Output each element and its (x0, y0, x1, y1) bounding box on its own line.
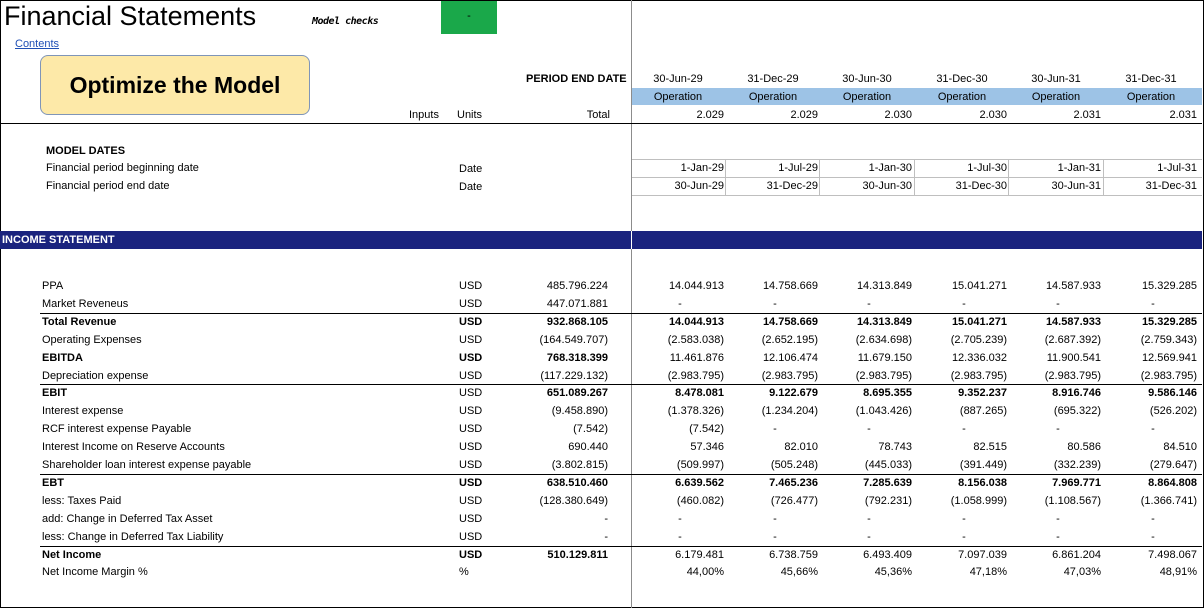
row-total: 485.796.224 (546, 280, 608, 292)
row-value: 6.493.409 (863, 549, 912, 561)
row-value: 15.329.285 (1141, 280, 1197, 292)
row-value: (2.983.795) (855, 370, 912, 382)
row-label: add: Change in Deferred Tax Asset (42, 513, 213, 525)
contents-link[interactable]: Contents (15, 38, 60, 50)
date-cell-gridline (1103, 160, 1104, 196)
row-value: (2.983.795) (950, 370, 1007, 382)
row-value: (1.366.741) (1140, 495, 1197, 507)
end-date-label: Financial period end date (46, 180, 170, 192)
row-value: 44,00% (686, 566, 724, 578)
period-end-date: 30-Jun-29 (674, 180, 724, 192)
subtotal-rule (40, 384, 1202, 385)
row-unit: USD (459, 477, 483, 489)
total-column-header: Total (586, 109, 610, 121)
row-value: 8.478.081 (675, 387, 724, 399)
row-value: 15.329.285 (1141, 316, 1197, 328)
row-value: - (867, 513, 871, 525)
row-value: 9.586.146 (1148, 387, 1197, 399)
row-value: 14.758.669 (762, 280, 818, 292)
row-value: 14.587.933 (1045, 316, 1101, 328)
row-value: - (1151, 298, 1155, 310)
date-cell-gridline (914, 160, 915, 196)
row-value: 11.679.150 (857, 352, 912, 364)
period-begin-date: 1-Jan-30 (868, 162, 912, 174)
period-end-header: 31-Dec-30 (936, 73, 988, 85)
row-value: (7.542) (689, 423, 724, 435)
begin-date-unit: Date (459, 163, 483, 175)
period-year: 2.030 (979, 109, 1007, 121)
period-phase: Operation (1126, 91, 1176, 103)
row-value: 11.900.541 (1046, 352, 1101, 364)
period-end-date: 30-Jun-31 (1051, 180, 1101, 192)
period-year: 2.030 (884, 109, 912, 121)
row-value: 7.969.771 (1052, 477, 1101, 489)
row-value: 6.179.481 (675, 549, 724, 561)
row-value: (2.983.795) (761, 370, 818, 382)
period-begin-date: 1-Jul-30 (967, 162, 1007, 174)
row-total: (164.549.707) (539, 334, 608, 346)
date-row-gridline (632, 195, 1202, 196)
model-checks-label: Model checks (312, 16, 379, 27)
row-unit: USD (459, 352, 483, 364)
row-value: (460.082) (676, 495, 724, 507)
row-total: 638.510.460 (546, 477, 608, 489)
row-value: - (773, 423, 777, 435)
row-value: (2.652.195) (761, 334, 818, 346)
row-value: (726.477) (770, 495, 818, 507)
row-value: - (773, 531, 777, 543)
row-label: EBITDA (42, 352, 83, 364)
row-value: 6.738.759 (769, 549, 818, 561)
period-begin-date: 1-Jul-31 (1157, 162, 1197, 174)
row-value: (1.043.426) (855, 405, 912, 417)
row-value: - (1056, 513, 1060, 525)
row-unit: USD (459, 280, 483, 292)
row-value: 14.044.913 (668, 280, 724, 292)
date-cell-gridline (819, 160, 820, 196)
row-value: 6.861.204 (1052, 549, 1101, 561)
row-value: 7.498.067 (1148, 549, 1197, 561)
row-value: 14.313.849 (856, 316, 912, 328)
row-value: (2.634.698) (855, 334, 912, 346)
period-begin-date: 1-Jan-31 (1057, 162, 1101, 174)
row-value: 12.336.032 (951, 352, 1007, 364)
row-value: 8.916.746 (1052, 387, 1101, 399)
income-statement-heading: INCOME STATEMENT (2, 234, 115, 246)
row-value: 47,18% (969, 566, 1007, 578)
row-total: (117.229.132) (540, 370, 608, 382)
row-total: 932.868.105 (546, 316, 608, 328)
period-end-date: 30-Jun-30 (862, 180, 912, 192)
row-value: (1.108.567) (1044, 495, 1101, 507)
period-phase: Operation (842, 91, 892, 103)
row-value: 14.313.849 (856, 280, 912, 292)
row-unit: USD (459, 423, 483, 435)
row-value: - (867, 298, 871, 310)
row-label: PPA (42, 280, 64, 292)
row-unit: USD (459, 334, 483, 346)
row-value: (391.449) (959, 459, 1007, 471)
row-total: (7.542) (573, 423, 608, 435)
row-value: - (773, 513, 777, 525)
row-label: less: Taxes Paid (42, 495, 122, 507)
income-statement-header (0, 231, 1202, 249)
row-unit: USD (459, 387, 483, 399)
period-end-header: 30-Jun-31 (1031, 73, 1081, 85)
row-value: 11.461.876 (669, 352, 724, 364)
period-end-header: 31-Dec-29 (747, 73, 799, 85)
row-value: 6.639.562 (675, 477, 724, 489)
row-value: (695.322) (1053, 405, 1101, 417)
row-value: 8.864.808 (1148, 477, 1197, 489)
row-total: (3.802.815) (551, 459, 608, 471)
row-unit: USD (459, 441, 483, 453)
row-unit: USD (459, 316, 483, 328)
period-end-header: 30-Jun-29 (653, 73, 703, 85)
subtotal-rule (40, 474, 1202, 475)
row-value: 45,36% (874, 566, 912, 578)
period-phase: Operation (1031, 91, 1081, 103)
row-value: - (1151, 513, 1155, 525)
row-value: 7.285.639 (863, 477, 912, 489)
row-value: (2.983.795) (667, 370, 724, 382)
row-unit: USD (459, 459, 483, 471)
row-total: 510.129.811 (547, 549, 608, 561)
period-year: 2.029 (790, 109, 818, 121)
row-unit: USD (459, 495, 483, 507)
row-value: 14.758.669 (762, 316, 818, 328)
row-total: - (604, 513, 608, 525)
date-cell-gridline (1008, 160, 1009, 196)
row-value: - (1056, 531, 1060, 543)
units-column-header: Units (457, 109, 483, 121)
row-total: (128.380.649) (539, 495, 608, 507)
date-row-gridline (632, 177, 1202, 178)
row-value: 9.352.237 (958, 387, 1007, 399)
row-value: - (678, 513, 682, 525)
row-value: (445.033) (864, 459, 912, 471)
row-value: 14.044.913 (668, 316, 724, 328)
row-label: Market Reveneus (42, 298, 129, 310)
row-value: 9.122.679 (769, 387, 818, 399)
row-value: - (1056, 298, 1060, 310)
row-value: 7.465.236 (769, 477, 818, 489)
date-cell-gridline (725, 160, 726, 196)
row-value: 45,66% (780, 566, 818, 578)
row-total: - (604, 531, 608, 543)
begin-date-label: Financial period beginning date (46, 162, 199, 174)
row-value: 82.515 (973, 441, 1007, 453)
row-value: (2.983.795) (1140, 370, 1197, 382)
row-value: (2.687.392) (1044, 334, 1101, 346)
row-value: (1.378.326) (667, 405, 724, 417)
row-label: less: Change in Deferred Tax Liability (42, 531, 224, 543)
row-value: (526.202) (1149, 405, 1197, 417)
row-unit: % (459, 566, 469, 578)
period-end-date: 31-Dec-31 (1145, 180, 1197, 192)
row-total: (9.458.890) (551, 405, 608, 417)
period-begin-date: 1-Jan-29 (680, 162, 724, 174)
row-value: - (678, 298, 682, 310)
row-value: 14.587.933 (1045, 280, 1101, 292)
row-value: 12.569.941 (1141, 352, 1197, 364)
row-value: - (1151, 423, 1155, 435)
period-year: 2.031 (1169, 109, 1197, 121)
row-label: Net Income Margin % (42, 566, 148, 578)
period-end-date: 31-Dec-29 (766, 180, 818, 192)
row-unit: USD (459, 531, 483, 543)
header-divider (0, 123, 1202, 124)
row-value: 47,03% (1063, 566, 1101, 578)
period-year: 2.029 (696, 109, 724, 121)
period-end-date-label: PERIOD END DATE (526, 73, 627, 85)
row-value: (509.997) (676, 459, 724, 471)
optimize-model-button[interactable]: Optimize the Model (40, 55, 310, 115)
row-value: 48,91% (1159, 566, 1197, 578)
row-value: - (962, 423, 966, 435)
row-value: (2.759.343) (1140, 334, 1197, 346)
row-value: 8.156.038 (958, 477, 1007, 489)
row-value: (1.234.204) (761, 405, 818, 417)
row-value: - (1056, 423, 1060, 435)
row-value: 7.097.039 (958, 549, 1007, 561)
row-value: - (678, 531, 682, 543)
row-value: - (867, 531, 871, 543)
row-value: 82.010 (784, 441, 818, 453)
row-value: - (773, 298, 777, 310)
row-unit: USD (459, 405, 483, 417)
row-value: (332.239) (1053, 459, 1101, 471)
row-label: Interest Income on Reserve Accounts (42, 441, 225, 453)
period-end-date: 31-Dec-30 (955, 180, 1007, 192)
header-bar-separator (631, 231, 632, 249)
row-label: EBT (42, 477, 64, 489)
period-end-header: 31-Dec-31 (1125, 73, 1177, 85)
inputs-column-header: Inputs (409, 109, 439, 121)
row-value: - (962, 531, 966, 543)
row-value: (887.265) (959, 405, 1007, 417)
row-value: 84.510 (1163, 441, 1197, 453)
row-value: 78.743 (878, 441, 912, 453)
row-total: 768.318.399 (546, 352, 608, 364)
row-value: 8.695.355 (863, 387, 912, 399)
row-label: Net Income (42, 549, 102, 561)
row-label: Interest expense (42, 405, 124, 417)
row-value: 12.106.474 (762, 352, 818, 364)
row-value: - (1151, 531, 1155, 543)
row-value: 80.586 (1067, 441, 1101, 453)
row-value: (505.248) (770, 459, 818, 471)
row-value: 57.346 (690, 441, 724, 453)
row-label: EBIT (42, 387, 68, 399)
period-end-header: 30-Jun-30 (842, 73, 892, 85)
row-label: Total Revenue (42, 316, 117, 328)
subtotal-rule (40, 546, 1202, 547)
period-phase: Operation (653, 91, 703, 103)
page-title: Financial Statements (4, 1, 257, 31)
row-value: (279.647) (1149, 459, 1197, 471)
row-value: (1.058.999) (950, 495, 1007, 507)
model-dates-heading: MODEL DATES (46, 145, 126, 157)
row-label: Operating Expenses (42, 334, 142, 346)
period-phase: Operation (937, 91, 987, 103)
row-label: RCF interest expense Payable (42, 423, 192, 435)
period-phase: Operation (748, 91, 798, 103)
row-value: 15.041.271 (951, 316, 1007, 328)
row-total: 651.089.267 (546, 387, 608, 399)
date-row-gridline (632, 159, 1202, 160)
row-value: - (962, 298, 966, 310)
row-unit: USD (459, 298, 483, 310)
period-year: 2.031 (1073, 109, 1101, 121)
row-total: 690.440 (568, 441, 608, 453)
row-label: Depreciation expense (42, 370, 149, 382)
subtotal-rule (40, 313, 1202, 314)
row-unit: USD (459, 370, 483, 382)
row-value: (2.983.795) (1044, 370, 1101, 382)
row-value: - (962, 513, 966, 525)
row-unit: USD (459, 513, 483, 525)
row-unit: USD (459, 549, 483, 561)
row-value: (2.583.038) (667, 334, 724, 346)
end-date-unit: Date (459, 181, 483, 193)
row-total: 447.071.881 (546, 298, 608, 310)
row-label: Shareholder loan interest expense payable (42, 459, 252, 471)
row-value: (2.705.239) (950, 334, 1007, 346)
model-check-status: - (441, 1, 497, 34)
row-value: 15.041.271 (951, 280, 1007, 292)
row-value: - (867, 423, 871, 435)
row-value: (792.231) (864, 495, 912, 507)
period-begin-date: 1-Jul-29 (778, 162, 818, 174)
